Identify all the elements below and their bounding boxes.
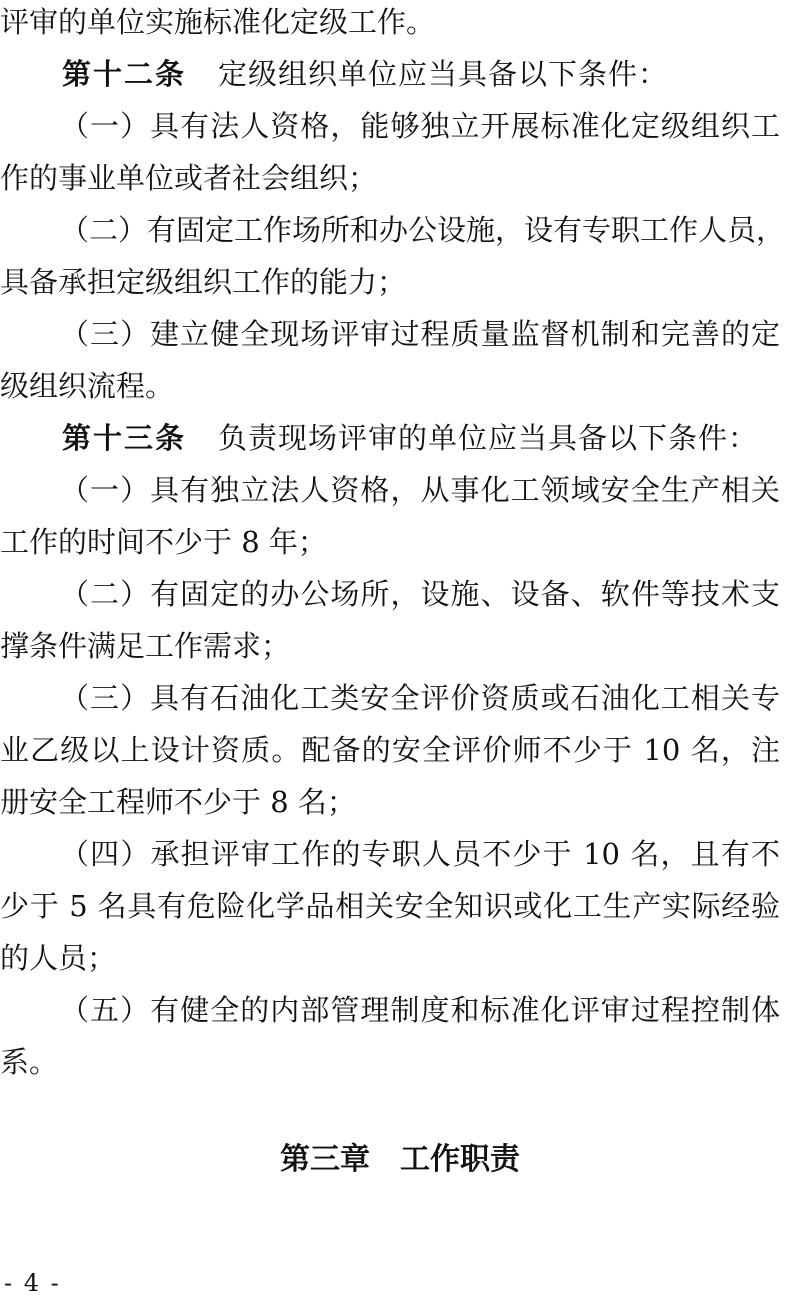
page-number: - 4 -: [4, 1269, 61, 1297]
chapter-title: 工作职责: [400, 1142, 520, 1177]
article-13-text: 负责现场评审的单位应当具备以下条件：: [218, 421, 759, 455]
clause-line: （五）有健全的内部管理制度和标准化评审过程控制体: [60, 993, 780, 1027]
text-line: 少于 5 名具有危险化学品相关安全知识或化工生产实际经验: [0, 889, 780, 923]
clause-line: （三）具有石油化工类安全评价资质或石油化工相关专: [60, 681, 780, 715]
article-12-heading: [62, 52, 668, 96]
text-line: 的人员；: [0, 941, 117, 975]
chapter-heading: [0, 1138, 800, 1182]
article-12-text: 定级组织单位应当具备以下条件：: [218, 57, 669, 91]
text-line: 业乙级以上设计资质。配备的安全评价师不少于 10 名，注: [0, 733, 780, 767]
text-line: 工作的时间不少于 8 年；: [0, 525, 327, 559]
clause-line: （一）具有独立法人资格，从事化工领域安全生产相关: [60, 473, 780, 507]
chapter-number: 第三章: [280, 1142, 370, 1177]
clause-line: （二）有固定的办公场所，设施、设备、软件等技术支: [60, 577, 780, 611]
text-line: 系。: [0, 1045, 59, 1079]
article-13-number: 第十三条: [62, 421, 187, 455]
text-line: 评审的单位实施标准化定级工作。: [0, 5, 436, 39]
clause-line: （四）承担评审工作的专职人员不少于 10 名，且有不: [60, 837, 780, 871]
text-line: 具备承担定级组织工作的能力；: [0, 265, 407, 299]
text-line: 册安全工程师不少于 8 名；: [0, 785, 356, 819]
article-12-number: 第十二条: [62, 57, 187, 91]
clause-line: （二）有固定工作场所和办公设施，设有专职工作人员，: [60, 213, 786, 247]
article-13-heading: [62, 416, 758, 460]
text-line: 级组织流程。: [0, 369, 175, 403]
text-line: 作的事业单位或者社会组织；: [0, 161, 378, 195]
text-line: 撑条件满足工作需求；: [0, 629, 291, 663]
clause-line: （一）具有法人资格，能够独立开展标准化定级组织工: [60, 109, 780, 143]
clause-line: （三）建立健全现场评审过程质量监督机制和完善的定: [60, 317, 780, 351]
